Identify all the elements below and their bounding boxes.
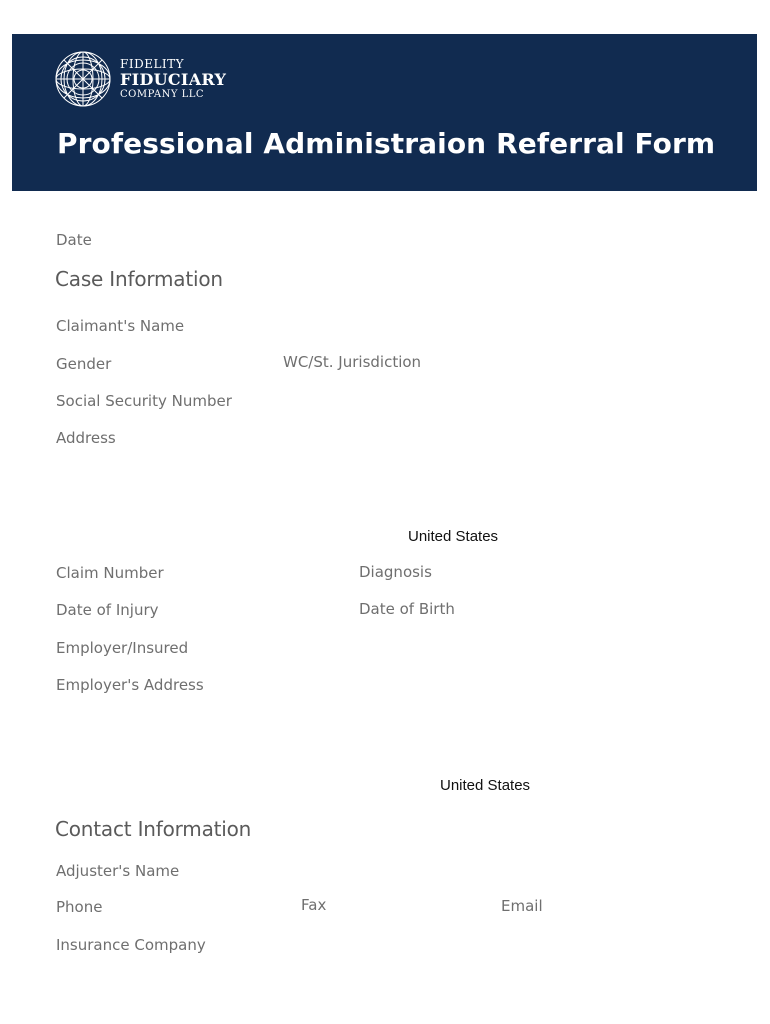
jurisdiction-label: WC/St. Jurisdiction — [283, 353, 422, 371]
form-header — [12, 34, 757, 191]
company-logo — [54, 50, 227, 110]
diagnosis-label: Diagnosis — [359, 563, 432, 581]
fax-label: Fax — [301, 896, 327, 914]
contact-information-heading: Contact Information — [55, 817, 252, 841]
date-label: Date — [56, 231, 92, 249]
globe-emblem-icon — [54, 50, 112, 108]
ssn-label: Social Security Number — [56, 392, 232, 410]
logo-line-2: FIDUCIARY — [120, 70, 227, 89]
date-of-injury-label: Date of Injury — [56, 601, 159, 619]
date-of-birth-label: Date of Birth — [359, 600, 455, 618]
address-label: Address — [56, 429, 116, 447]
insurance-company-label: Insurance Company — [56, 936, 206, 954]
logo-line-1: FIDELITY — [120, 57, 185, 71]
employer-insured-label: Employer/Insured — [56, 639, 189, 657]
gender-label: Gender — [56, 355, 112, 373]
logo-line-3: COMPANY LLC — [120, 89, 205, 100]
employer-address-label: Employer's Address — [56, 676, 204, 694]
email-label: Email — [501, 897, 543, 915]
form-title: Professional Administraion Referral Form — [57, 127, 716, 160]
phone-label: Phone — [56, 898, 103, 916]
logo-wordmark — [120, 58, 226, 100]
adjuster-name-label: Adjuster's Name — [56, 862, 180, 880]
case-information-heading: Case Information — [55, 267, 223, 291]
claim-number-label: Claim Number — [56, 564, 164, 582]
employer-country-value: United States — [440, 777, 531, 794]
address-country-value: United States — [408, 528, 499, 545]
claimant-name-label: Claimant's Name — [56, 317, 185, 335]
